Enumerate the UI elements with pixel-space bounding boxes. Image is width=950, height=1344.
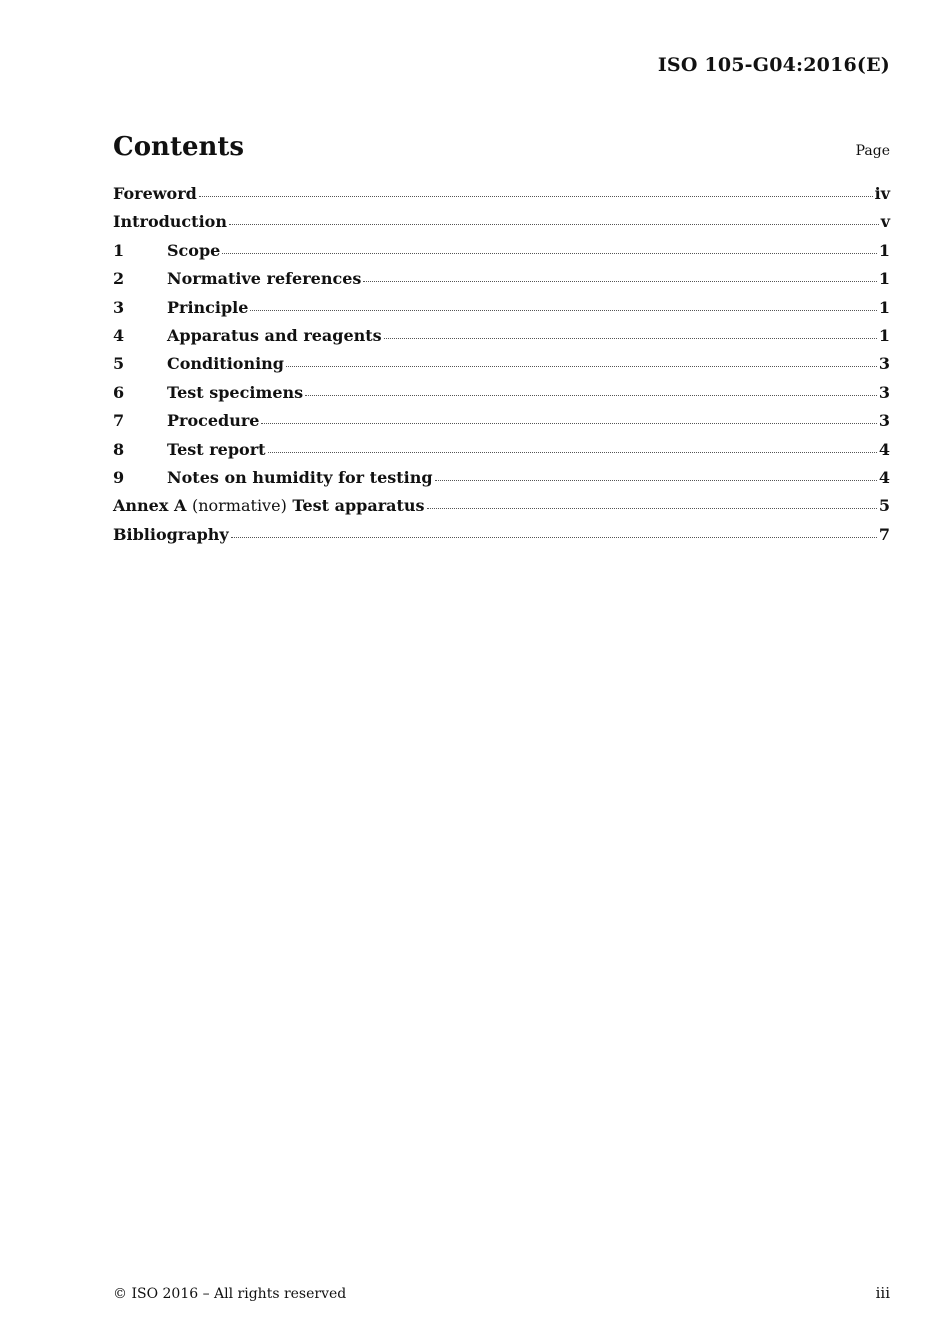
toc-entry-title: Conditioning [167, 354, 284, 374]
toc-entry-test-specimens[interactable] [113, 383, 890, 411]
contents-title: Contents [113, 132, 245, 162]
toc-entry-title: Introduction [113, 212, 227, 232]
dot-leader [199, 196, 873, 197]
toc-entry-procedure[interactable] [113, 411, 890, 439]
page-footer [113, 1284, 890, 1302]
toc-entry-apparatus-and-reagents[interactable] [113, 326, 890, 354]
toc-entry-test-report[interactable] [113, 440, 890, 468]
toc-entry-annex-a[interactable] [113, 496, 890, 524]
table-of-contents [113, 184, 890, 553]
toc-entry-number: 7 [113, 411, 125, 431]
toc-entry-number: 9 [113, 467, 125, 487]
toc-entry-introduction[interactable] [113, 212, 890, 240]
dot-leader [250, 310, 876, 311]
toc-entry-page: 1 [878, 269, 890, 289]
annex-type: (normative) [191, 496, 287, 516]
document-id: ISO 105-G04:2016(E) [657, 54, 890, 76]
toc-entry-bibliography[interactable] [113, 525, 890, 553]
toc-entry-page: iv [874, 184, 890, 203]
toc-entry-number: 1 [113, 240, 125, 260]
toc-entry-page: 4 [878, 467, 890, 487]
dot-leader [427, 508, 877, 509]
toc-entry-title: Procedure [167, 411, 260, 431]
toc-entry-page: 3 [878, 411, 890, 431]
toc-entry-conditioning[interactable] [113, 354, 890, 382]
toc-entry-number: 8 [113, 439, 125, 459]
toc-entry-title: Test specimens [167, 382, 304, 402]
toc-entry-principle[interactable] [113, 298, 890, 326]
dot-leader [222, 253, 877, 254]
toc-entry-number: 3 [113, 297, 125, 317]
toc-entry-page: 1 [878, 325, 890, 345]
toc-entry-normative-references[interactable] [113, 269, 890, 297]
dot-leader [229, 224, 879, 225]
toc-entry-page: 5 [878, 496, 890, 516]
toc-entry-page: 3 [878, 354, 890, 374]
annex-title: Test apparatus [292, 496, 425, 516]
dot-leader [268, 452, 877, 453]
toc-entry-notes-on-humidity[interactable] [113, 468, 890, 496]
toc-entry-title: Principle [167, 297, 249, 317]
dot-leader [231, 537, 877, 538]
toc-entry-scope[interactable] [113, 241, 890, 269]
toc-entry-title [113, 496, 425, 515]
page-column-label: Page [855, 143, 890, 159]
toc-entry-title: Apparatus and reagents [167, 325, 382, 345]
toc-entry-title: Scope [167, 240, 221, 260]
toc-entry-title: Foreword [113, 184, 197, 203]
contents-header [113, 132, 890, 162]
toc-entry-foreword[interactable] [113, 184, 890, 212]
dot-leader [435, 480, 877, 481]
dot-leader [305, 395, 877, 396]
toc-entry-number: 5 [113, 354, 125, 374]
toc-entry-page: 1 [878, 297, 890, 317]
dot-leader [286, 366, 877, 367]
toc-entry-number: 6 [113, 382, 125, 402]
toc-entry-number: 2 [113, 269, 125, 289]
toc-entry-page: 1 [878, 240, 890, 260]
dot-leader [363, 281, 876, 282]
toc-entry-page: 4 [878, 439, 890, 459]
toc-entry-title: Test report [167, 439, 266, 459]
dot-leader [384, 338, 877, 339]
toc-entry-title: Bibliography [113, 524, 229, 544]
toc-entry-page: v [880, 212, 890, 232]
dot-leader [261, 423, 876, 424]
toc-entry-title: Normative references [167, 269, 362, 289]
annex-label: Annex A [113, 496, 187, 516]
toc-entry-number: 4 [113, 325, 125, 345]
page-number: iii [875, 1284, 890, 1302]
copyright-notice: © ISO 2016 – All rights reserved [113, 1286, 347, 1302]
toc-entry-page: 3 [878, 382, 890, 402]
toc-entry-page: 7 [878, 524, 890, 544]
toc-entry-title: Notes on humidity for testing [167, 467, 433, 487]
